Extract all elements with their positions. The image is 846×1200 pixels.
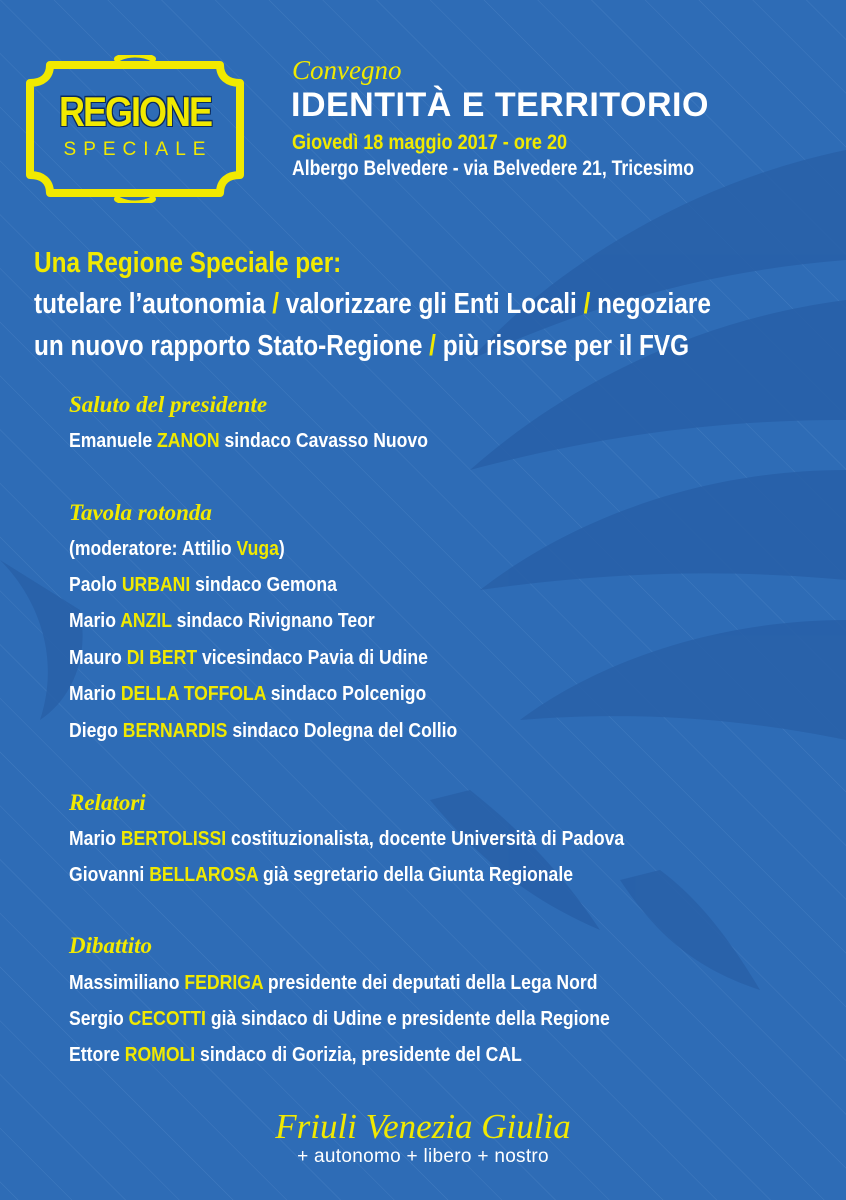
speaker-first-name: Mario (69, 683, 116, 705)
speaker-surname: DELLA TOFFOLA (120, 683, 266, 705)
intro-item: più risorse per il FVG (442, 330, 690, 362)
speaker-surname: ZANON (157, 430, 220, 452)
speaker-role: già sindaco di Udine e presidente della Regione (210, 1008, 610, 1030)
speaker-surname: BERNARDIS (122, 720, 228, 742)
speaker-row (69, 864, 573, 887)
intro-item: tutelare l’autonomia (34, 288, 266, 320)
intro-item: un nuovo rapporto Stato-Regione (34, 330, 423, 362)
speaker-role: sindaco Polcenigo (270, 683, 427, 705)
logo-word: REGIONE (58, 87, 212, 135)
speaker-surname: URBANI (121, 574, 191, 596)
intro-line (34, 288, 711, 321)
speaker-surname: FEDRIGA (184, 972, 263, 994)
speaker-row (69, 683, 426, 706)
speaker-role: sindaco Gemona (195, 574, 337, 596)
speaker-first-name: Mauro (69, 647, 122, 669)
speaker-row (69, 574, 337, 597)
moderator-surname: Vuga (236, 538, 279, 560)
speaker-row (69, 647, 428, 670)
speaker-first-name: Massimiliano (69, 972, 180, 994)
speaker-role: già segretario della Giunta Regionale (262, 864, 574, 886)
event-date: Giovedì 18 maggio 2017 - ore 20 (292, 131, 568, 154)
speaker-role: sindaco Rivignano Teor (176, 610, 375, 632)
speaker-surname: ANZIL (120, 610, 172, 632)
speaker-row (69, 1044, 522, 1067)
footer-slogan: + autonomo + libero + nostro (297, 1146, 549, 1167)
intro-heading: Una Regione Speciale per: (34, 247, 342, 279)
footer-region-name: Friuli Venezia Giulia (275, 1107, 571, 1146)
moderator-suffix: ) (278, 538, 285, 560)
speaker-row (69, 430, 428, 453)
intro-item: valorizzare gli Enti Locali (285, 288, 577, 320)
speaker-row (69, 720, 457, 743)
speaker-first-name: Mario (69, 610, 116, 632)
speaker-first-name: Giovanni (69, 864, 145, 886)
moderator-row (69, 538, 285, 561)
intro-item: negoziare (597, 288, 711, 320)
logo-subtitle: SPECIALE (63, 139, 213, 160)
section-title-tavola-rotonda: Tavola rotonda (69, 500, 212, 525)
speaker-role: vicesindaco Pavia di Udine (201, 647, 428, 669)
speaker-role: sindaco di Gorizia, presidente del CAL (200, 1044, 522, 1066)
section-title-relatori: Relatori (69, 790, 146, 815)
event-type-label: Convegno (292, 55, 402, 85)
speaker-first-name: Paolo (69, 574, 117, 596)
intro-separator: / (272, 288, 280, 320)
moderator-prefix: (moderatore: Attilio (69, 538, 232, 560)
speaker-row (69, 828, 624, 851)
speaker-first-name: Ettore (69, 1044, 120, 1066)
speaker-role: presidente dei deputati della Lega Nord (267, 972, 598, 994)
speaker-first-name: Diego (69, 720, 118, 742)
section-title-saluto: Saluto del presidente (69, 392, 268, 417)
intro-separator: / (429, 330, 436, 362)
speaker-role: costituzionalista, docente Università di Padova (231, 828, 625, 850)
regione-speciale-logo (22, 55, 248, 203)
intro-line (34, 330, 689, 363)
speaker-row (69, 610, 375, 633)
event-title: IDENTITÀ E TERRITORIO (291, 86, 709, 124)
speaker-first-name: Emanuele (69, 430, 153, 452)
speaker-surname: DI BERT (126, 647, 198, 669)
speaker-row (69, 1008, 610, 1031)
speaker-surname: BELLAROSA (149, 864, 259, 886)
speaker-surname: ROMOLI (124, 1044, 196, 1066)
speaker-first-name: Mario (69, 828, 116, 850)
speaker-surname: CECOTTI (128, 1008, 206, 1030)
speaker-role: sindaco Cavasso Nuovo (224, 430, 428, 452)
event-venue: Albergo Belvedere - via Belvedere 21, Tricesimo (292, 157, 694, 180)
speaker-role: sindaco Dolegna del Collio (232, 720, 458, 742)
speaker-first-name: Sergio (69, 1008, 124, 1030)
speaker-surname: BERTOLISSI (120, 828, 227, 850)
section-title-dibattito: Dibattito (69, 933, 153, 958)
speaker-row (69, 972, 597, 995)
intro-separator: / (583, 288, 591, 320)
